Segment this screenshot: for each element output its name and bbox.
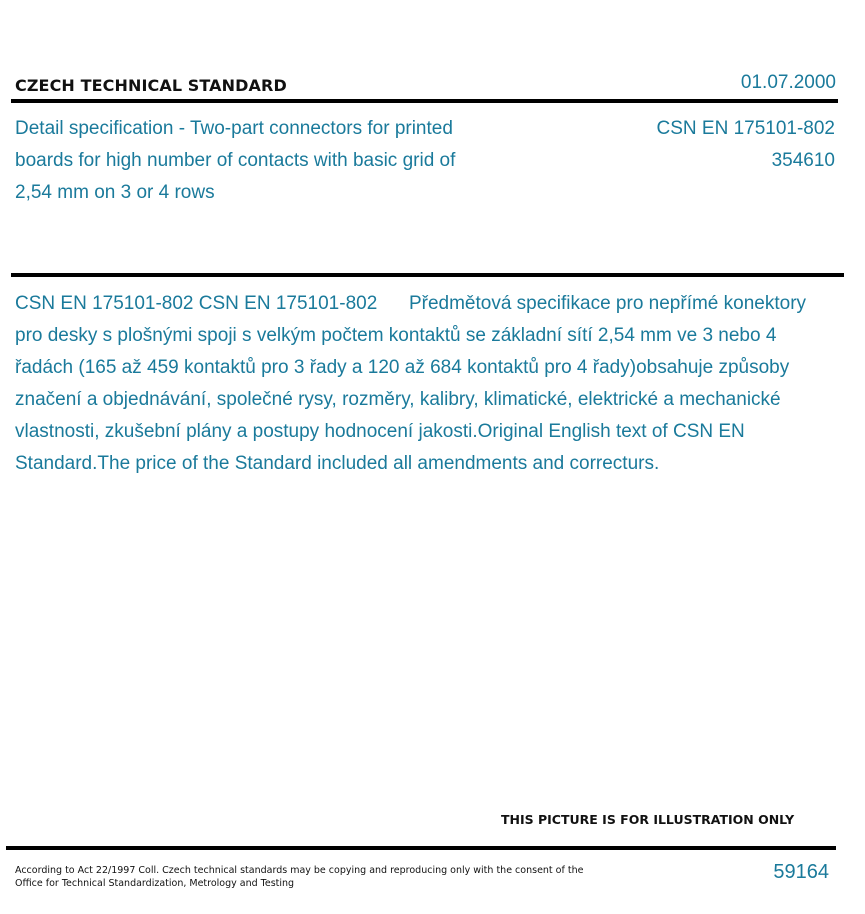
illustration-note: THIS PICTURE IS FOR ILLUSTRATION ONLY [501, 812, 795, 827]
catalog-number: 59164 [773, 861, 829, 883]
top-divider [11, 99, 838, 103]
standard-title: Detail specification - Two-part connectors for printed boards for high number of contacts with basic grid of 2,54 mm on 3 or 4 rows [15, 118, 456, 203]
standard-codes [657, 113, 836, 177]
class-number: 354610 [771, 150, 835, 171]
bottom-divider [6, 846, 836, 850]
publication-date: 01.07.2000 [740, 72, 836, 93]
middle-divider [11, 273, 844, 277]
standard-code: CSN EN 175101-802 [656, 118, 835, 139]
document-type-label: CZECH TECHNICAL STANDARD [15, 76, 287, 95]
legal-note: According to Act 22/1997 Coll. Czech technical standards may be copying and reproducing only with the consent of the Office for Technical Standardization, Metrology and Testing [15, 865, 584, 889]
standard-description: CSN EN 175101-802 CSN EN 175101-802 Předmětová specifikace pro nepřímé konektory pro desky s plošnými spoji s velkým počtem kontaktů se základní sítí 2,54 mm ve 3 nebo 4 řadách (165 až 459 kontaktů pro 3 řady a 120 až 684 kontaktů pro 4 řady)obsahuje způsoby značení a objednávání, společné rysy, rozměry, kalibry, klimatické, elektrické a mechanické vlastnosti, zkušební plány a postupy hodnocení jakosti.Original English text of CSN EN Standard.The price of the Standard included all amendments and correcturs. [15, 293, 807, 474]
